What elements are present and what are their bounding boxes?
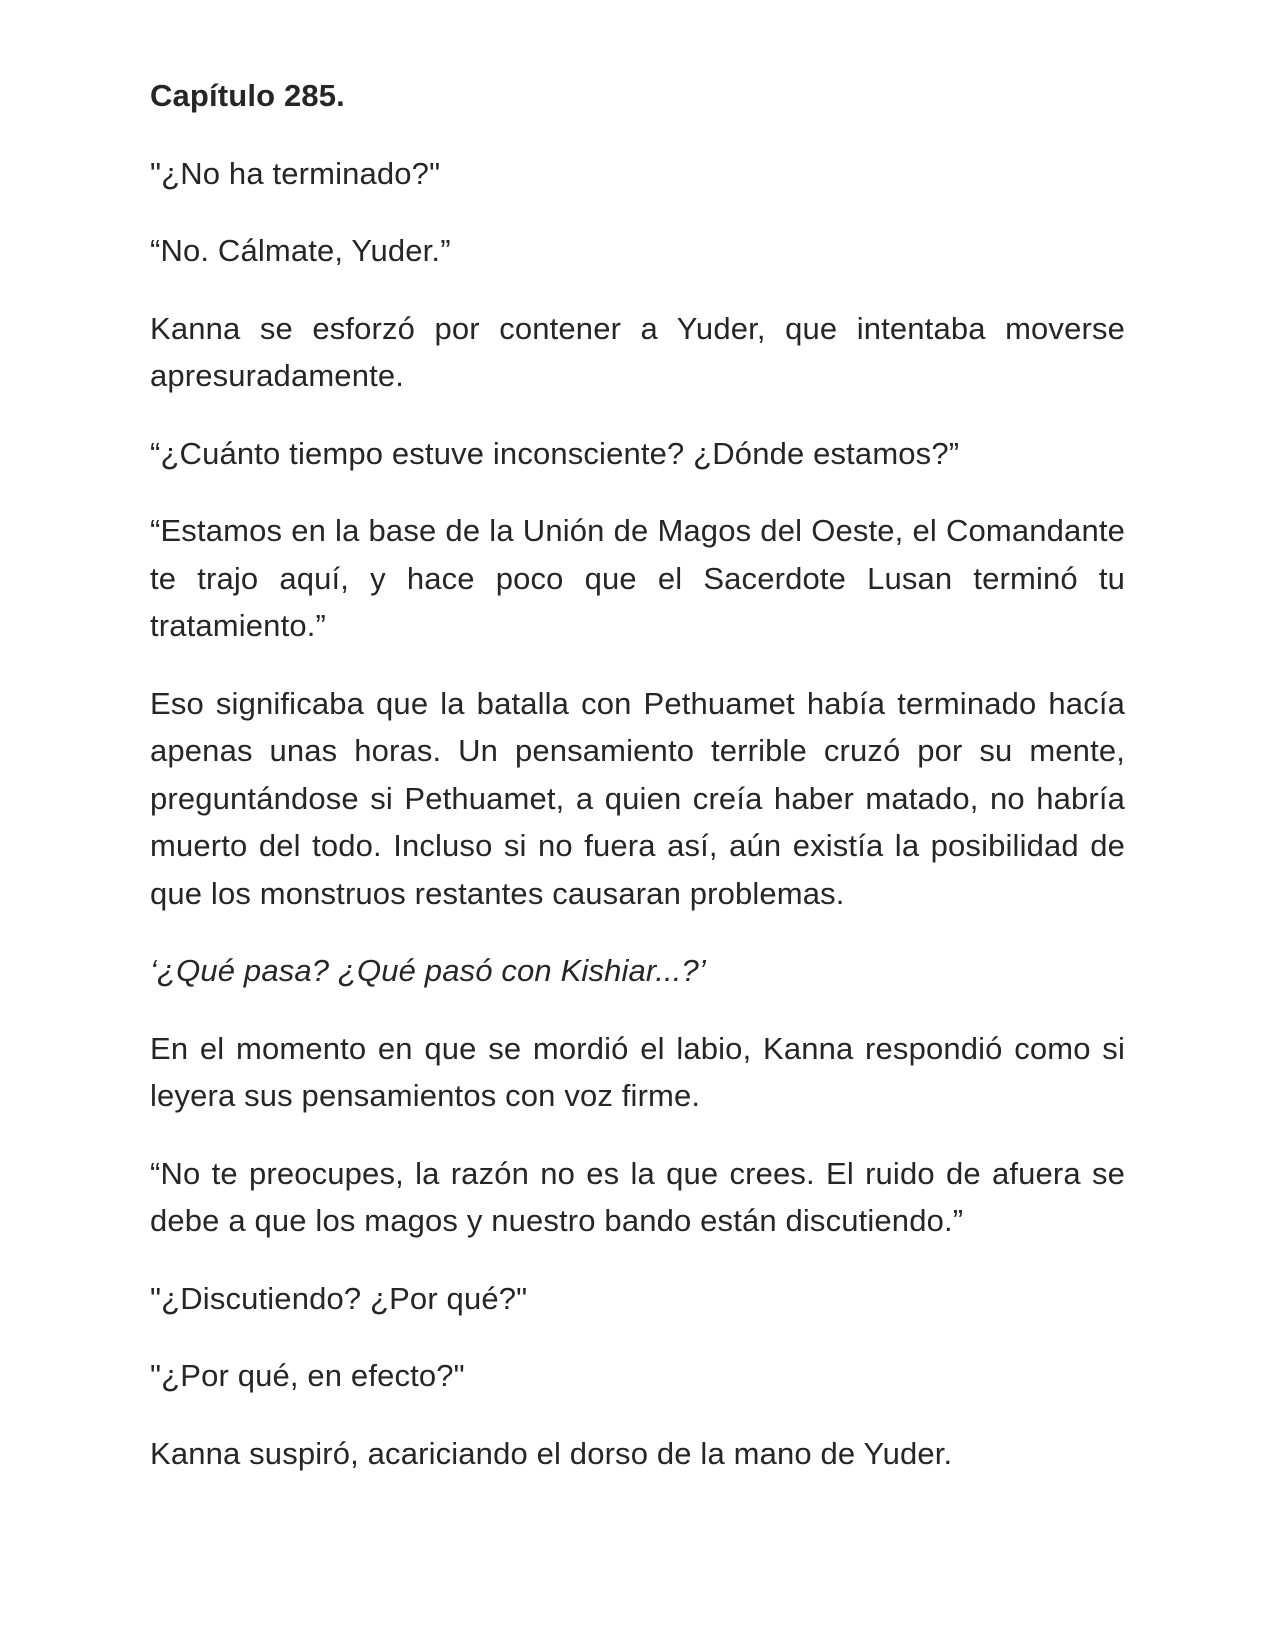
paragraph-4: “¿Cuánto tiempo estuve inconsciente? ¿Dónde estamos?” — [150, 435, 960, 471]
paragraph-3: Kanna se esforzó por contener a Yuder, que intentaba moverse apresuradamente. — [150, 310, 1125, 393]
paragraph-5: “Estamos en la base de la Unión de Magos del Oeste, el Comandante te trajo aquí, y hace poco que el Sacerdote Lusan terminó tu tratamiento.” — [150, 513, 1125, 643]
chapter-title: Capítulo 285. — [150, 78, 345, 113]
paragraph-6: Eso significaba que la batalla con Pethuamet había terminado hacía apenas unas horas. Un pensamiento terrible cruzó por su mente, preguntándose si Pethuamet, a quien creía haber matado, no habría muerto del todo. Incluso si no fuera así, aún existía la posibilidad de que los monstruos restantes causaran problemas. — [150, 685, 1125, 911]
paragraph-9: “No te preocupes, la razón no es la que crees. El ruido de afuera se debe a que los magos y nuestro bando están discutiendo.” — [150, 1155, 1125, 1238]
paragraph-10: "¿Discutiendo? ¿Por qué?" — [150, 1280, 528, 1316]
paragraph-1: "¿No ha terminado?" — [150, 155, 441, 191]
paragraph-12: Kanna suspiró, acariciando el dorso de la mano de Yuder. — [150, 1435, 953, 1471]
paragraph-11: "¿Por qué, en efecto?" — [150, 1358, 465, 1393]
paragraph-8: En el momento en que se mordió el labio, Kanna respondió como si leyera sus pensamientos con voz firme. — [150, 1030, 1125, 1113]
paragraph-2: “No. Cálmate, Yuder.” — [150, 233, 451, 268]
paragraph-7-thought: ‘¿Qué pasa? ¿Qué pasó con Kishiar...?’ — [150, 953, 706, 988]
document-page — [150, 72, 1125, 1507]
